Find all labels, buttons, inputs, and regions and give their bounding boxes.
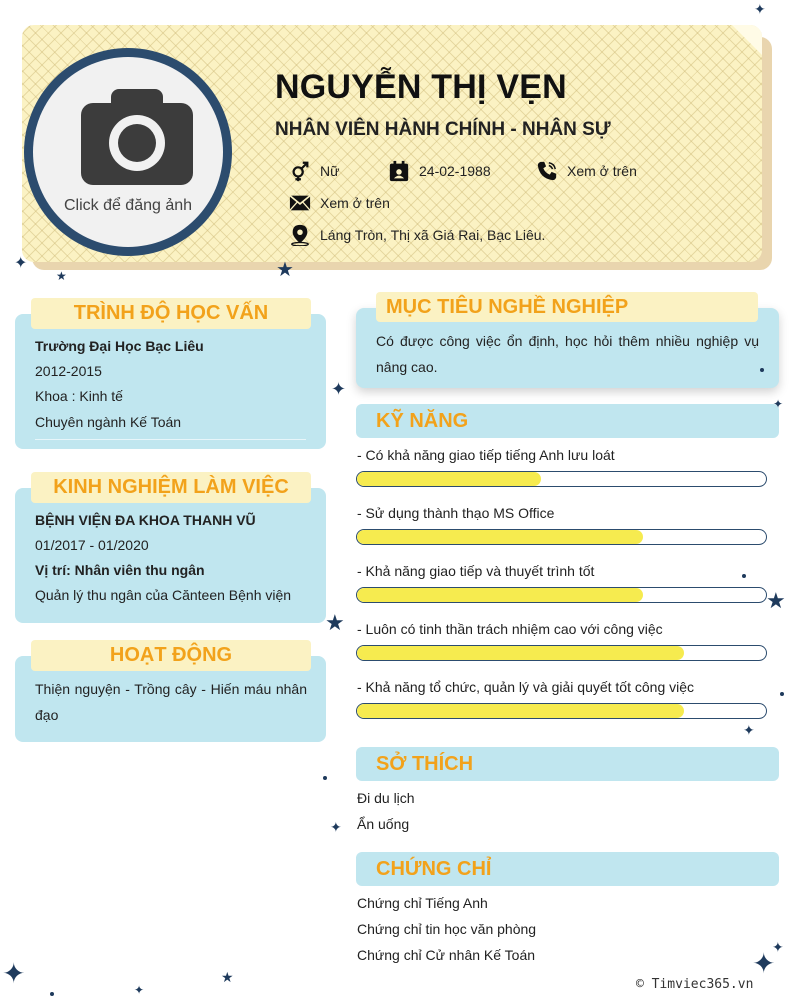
birthday-value: 24-02-1988: [419, 163, 491, 179]
dot-decoration: [742, 574, 746, 578]
dot-decoration: [760, 368, 764, 372]
skill-label-1: - Có khả năng giao tiếp tiếng Anh lưu loát: [357, 447, 615, 463]
avatar-upload-area[interactable]: [33, 57, 223, 247]
job-title: NHÂN VIÊN HÀNH CHÍNH - NHÂN SỰ: [275, 119, 611, 140]
education-faculty: Khoa : Kinh tế: [35, 388, 123, 404]
star-decoration: ✦: [772, 939, 784, 955]
certificates-heading: CHỨNG CHỈ: [376, 858, 492, 880]
experience-description: Quản lý thu ngân của Căntеen Bệnh viện: [35, 587, 292, 603]
phone-row: [536, 160, 637, 182]
star-decoration: ✦: [754, 1, 766, 17]
email-icon: [289, 192, 311, 214]
education-major: Chuyên ngành Kế Toán: [35, 414, 182, 430]
star-decoration: ★: [221, 969, 234, 985]
certificate-item-2: Chứng chỉ tin học văn phòng: [357, 921, 537, 937]
location-pin-icon: [289, 224, 311, 246]
star-decoration: ✦: [743, 722, 755, 738]
experience-heading: KINH NGHIỆM LÀM VIỆC: [31, 472, 311, 503]
email-value[interactable]: Xem ở trên: [320, 195, 390, 211]
dot-decoration: [780, 692, 784, 696]
certificate-item-3: Chứng chỉ Cử nhân Kế Toán: [357, 947, 536, 963]
experience-content: [35, 508, 291, 608]
education-divider: [35, 439, 306, 440]
gender-row: [289, 160, 339, 182]
hobbies-heading: SỞ THÍCH: [376, 753, 474, 775]
skill-fill-4: [357, 646, 684, 660]
experience-company: BỆNH VIỆN ĐA KHOA THANH VŨ: [35, 512, 256, 528]
hobby-item-1: Đi du lịch: [357, 790, 415, 806]
star-decoration: ★: [276, 259, 294, 281]
skills-heading: KỸ NĂNG: [376, 410, 469, 432]
phone-icon: [536, 160, 558, 182]
skill-bar-1: [356, 471, 767, 487]
activities-text: Thiện nguyện - Trồng cây - Hiến máu nhân đạo: [35, 681, 307, 723]
experience-period: 01/2017 - 01/2020: [35, 537, 149, 553]
skill-label-3: - Khả năng giao tiếp và thuyết trình tốt: [357, 563, 595, 579]
experience-position: Vị trí: Nhân viên thu ngân: [35, 562, 205, 578]
skill-fill-1: [357, 472, 541, 486]
camera-icon: [81, 87, 193, 187]
hobby-item-2: Ẩn uống: [357, 816, 410, 832]
birthday-row: [388, 160, 491, 182]
avatar[interactable]: [24, 48, 232, 256]
skill-label-5: - Khả năng tổ chức, quản lý và giải quyết tốt công việc: [357, 679, 695, 695]
star-decoration: ✦: [330, 819, 342, 835]
dot-decoration: [50, 992, 54, 996]
address-value: Láng Tròn, Thị xã Giá Rai, Bạc Liêu.: [320, 227, 546, 243]
star-decoration: ★: [766, 588, 786, 613]
skill-bar-2: [356, 529, 767, 545]
star-decoration: ✦: [134, 983, 145, 997]
dot-decoration: [323, 776, 327, 780]
star-decoration: ★: [56, 269, 67, 283]
watermark: © Timviec365.vn: [636, 977, 754, 992]
certificate-item-1: Chứng chỉ Tiếng Anh: [357, 895, 488, 911]
activities-heading: HOẠT ĐỘNG: [31, 640, 311, 671]
star-decoration: ✦: [773, 397, 784, 411]
star-decoration: ✦: [14, 255, 28, 272]
email-row: [289, 192, 390, 214]
calendar-icon: [388, 160, 410, 182]
skill-fill-5: [357, 704, 684, 718]
education-school: Trường Đại Học Bạc Liêu: [35, 338, 204, 354]
avatar-upload-caption[interactable]: Click để đăng ảnh: [63, 197, 193, 214]
star-decoration: ✦: [2, 958, 26, 989]
phone-value[interactable]: Xem ở trên: [567, 163, 637, 179]
skill-bar-4: [356, 645, 767, 661]
objective-text: Có được công việc ổn định, học hỏi thêm nhiều nghiệp vụ nâng cao.: [376, 333, 759, 375]
skill-label-2: - Sử dụng thành thạo MS Office: [357, 505, 555, 521]
star-decoration: ✦: [331, 379, 347, 399]
skill-bar-3: [356, 587, 767, 603]
skill-label-4: - Luôn có tinh thần trách nhiệm cao với công việc: [357, 621, 663, 637]
candidate-name: NGUYỄN THỊ VẸN: [275, 68, 567, 106]
skill-fill-3: [357, 588, 643, 602]
gender-icon: [289, 160, 311, 182]
objective-heading: MỤC TIÊU NGHỀ NGHIỆP: [376, 292, 758, 322]
education-period: 2012-2015: [35, 363, 102, 379]
skill-fill-2: [357, 530, 643, 544]
star-decoration: ★: [325, 610, 345, 635]
gender-value: Nữ: [320, 163, 340, 179]
education-heading: TRÌNH ĐỘ HỌC VẤN: [31, 298, 311, 329]
education-content: [35, 334, 204, 435]
skill-bar-5: [356, 703, 767, 719]
star-decoration: ✦: [752, 948, 776, 979]
address-row: [289, 224, 545, 246]
